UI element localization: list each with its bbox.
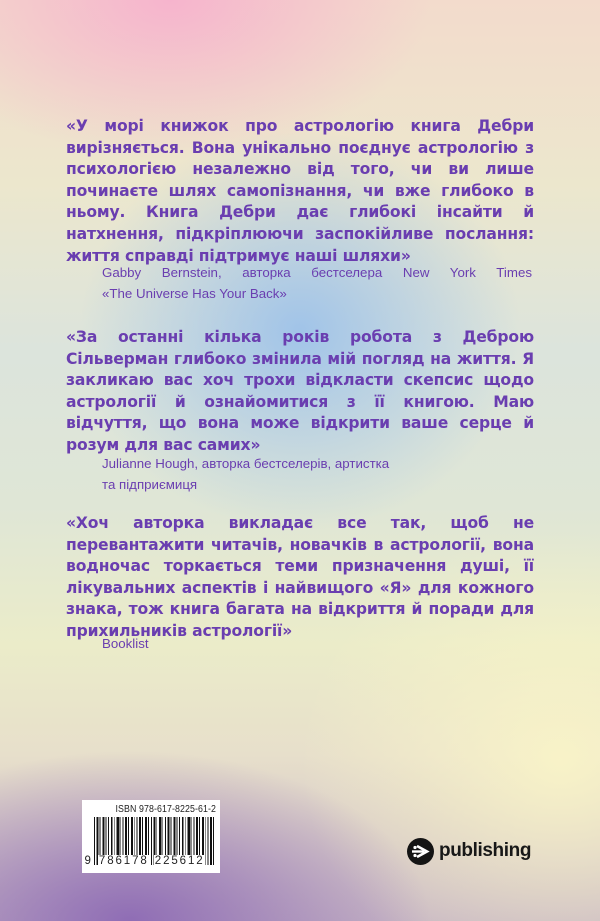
barcode-digit-prefix: 9 bbox=[84, 855, 93, 867]
quote-2-attribution: Julianne Hough, авторка бестселерів, артистка bbox=[102, 456, 390, 471]
quote-3-attribution: Booklist bbox=[102, 636, 149, 651]
isbn-label: ISBN 978-617-8225-61-2 bbox=[115, 804, 216, 815]
barcode-digits-right: 225612 bbox=[154, 855, 205, 867]
barcode-digits-left: 786178 bbox=[98, 855, 149, 867]
isbn-barcode bbox=[82, 800, 220, 873]
publisher-logo bbox=[407, 836, 531, 866]
barcode-digits bbox=[84, 855, 218, 871]
quote-1-attribution: Gabby Bernstein, авторка бестселера New York Times bbox=[102, 265, 532, 280]
quote-2-text: «За останні кілька років робота з Деброю Сільверман глибоко змінила мій погляд на життя. Я закликаю вас хоч трохи відкласти скепсис щодо астрології й ознайомитися з її книгою. Маю відчуття, що вона може відкрити ваше серце й розум для вас самих» bbox=[66, 328, 534, 454]
quote-2-attribution-title: та підприємиця bbox=[102, 477, 198, 492]
quote-3-text: «Хоч авторка викладає все так, щоб не перевантажити читачів, новачків в астрології, вона водночас торкається теми призначення душі, її лікувальних аспектів і найвищого «Я» для кожного знака, тож книга багата на відкриття й поради для прихильників астрології» bbox=[66, 514, 534, 640]
quote-1-attribution-title: «The Universe Has Your Back» bbox=[102, 286, 287, 301]
arrow-circle-logo-icon bbox=[407, 838, 434, 865]
publisher-name: publishing bbox=[439, 840, 532, 861]
quote-1-text: «У морі книжок про астрологію книга Дебри вирізняється. Вона унікально поєднує астрологію з психологією незалежно від того, чи ви лише починаєте шлях самопізнання, чи вже глибоко в ньому. Книга Дебри дає глибокі інсайти й натхнення, підкріплюючи заспокійливе послання: життя справді підтримує наші шляхи» bbox=[66, 117, 534, 265]
